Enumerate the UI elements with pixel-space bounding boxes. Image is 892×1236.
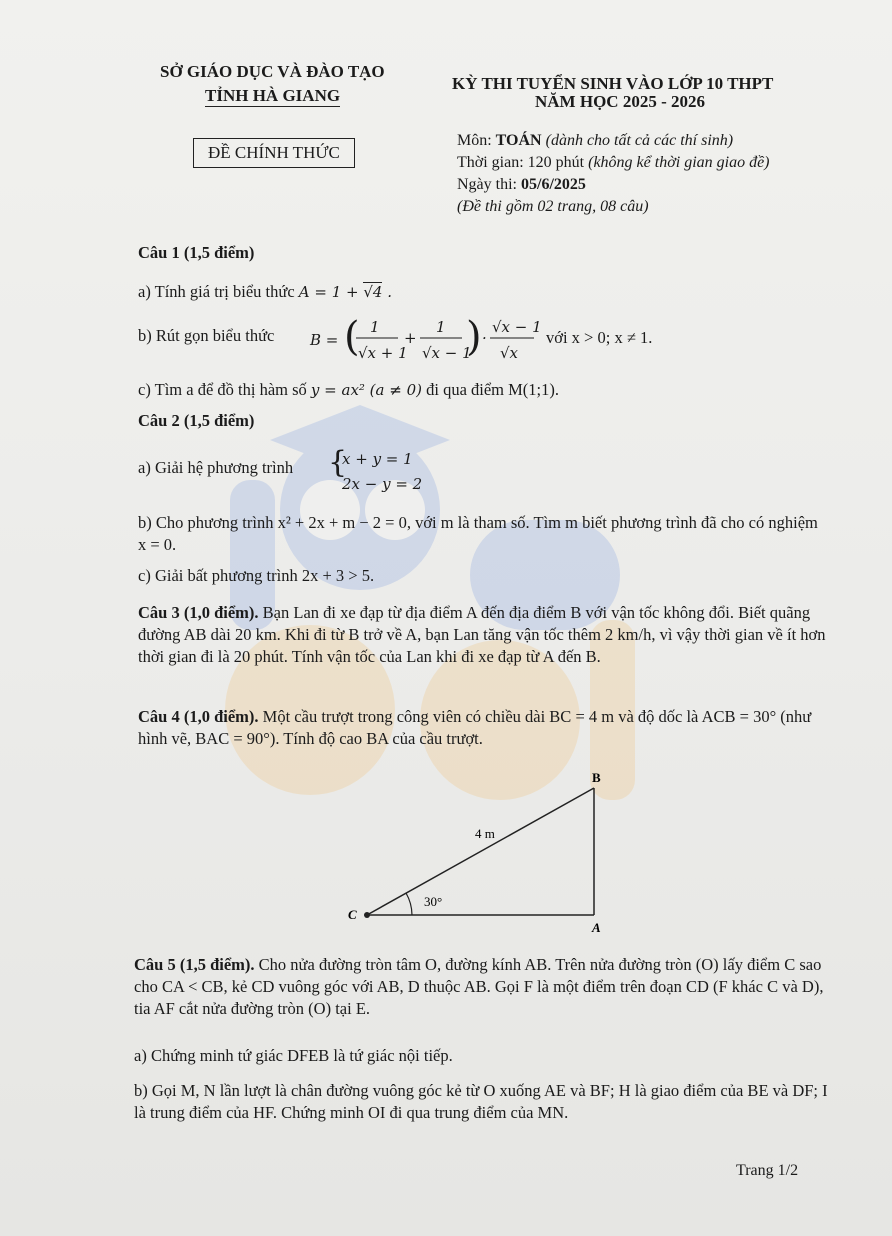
q2a: a) Giải hệ phương trình [138, 458, 294, 477]
official-exam-box: ĐỀ CHÍNH THỨC [193, 138, 355, 168]
province-name: TỈNH HÀ GIANG [205, 86, 341, 105]
q5: Câu 5 (1,5 điểm). Cho nửa đường tròn tâm O, đường kính AB. Trên nửa đường tròn (O) lấy điểm C sao cho CA < CB, kẻ CD vuông góc với AB, D thuộc AB. Gọi F là một điểm trên đoạn CD (F khác C và D), tia AF cắt nửa đường tròn (O) tại E. [134, 955, 824, 1018]
svg-text:1: 1 [370, 318, 380, 336]
q2c: c) Giải bất phương trình 2x + 3 > 5. [138, 566, 375, 585]
q5a: a) Chứng minh tứ giác DFEB là tứ giác nội tiếp. [134, 1046, 453, 1065]
q2-title: Câu 2 (1,5 điểm) [138, 411, 255, 430]
q1a: a) Tính giá trị biểu thức A = 1 + √4 . [138, 282, 393, 301]
q1b: b) Rút gọn biểu thức [138, 326, 275, 345]
system-brace: { [328, 445, 348, 480]
date-line: Ngày thi: 05/6/2025 [457, 176, 586, 193]
q4-figure [340, 768, 620, 936]
label-angle: 30° [424, 894, 443, 909]
label-c: C [348, 907, 357, 922]
time-line: Thời gian: 120 phút (không kể thời gian giao đề) [457, 154, 770, 171]
school-year: NĂM HỌC 2025 - 2026 [535, 92, 705, 111]
point-c [364, 912, 370, 918]
label-a: A [592, 920, 601, 935]
q5b: b) Gọi M, N lần lượt là chân đường vuông góc kẻ từ O xuống AE và BF; H là giao điểm của BE và DF; I là trung điểm của HF. Chứng minh OI đi qua trung điểm của MN. [134, 1081, 828, 1122]
svg-text:): ) [466, 314, 482, 360]
q4: Câu 4 (1,0 điểm). Một cầu trượt trong công viên có chiều dài BC = 4 m và độ dốc là ACB = 30° (như hình vẽ, BAC = 90°). Tính độ cao BA của cầu trượt. [138, 707, 812, 748]
svg-text:√x: √x [500, 344, 519, 362]
pages-note: (Đề thi gồm 02 trang, 08 câu) [457, 198, 649, 215]
dept-name: SỞ GIÁO DỤC VÀ ĐÀO TẠO [160, 62, 385, 81]
q1a-expression: A = 1 + √4 . [298, 283, 393, 301]
svg-text:B =: B = [310, 331, 339, 349]
q2a-eq2: 2x − y = 2 [342, 475, 423, 493]
q1-title: Câu 1 (1,5 điểm) [138, 243, 255, 262]
q3: Câu 3 (1,0 điểm). Bạn Lan đi xe đạp từ địa điểm A đến địa điểm B với vận tốc không đổi. Biết quãng đường AB dài 20 km. Khi đi từ B trở về A, bạn Lan tăng vận tốc thêm 2 km/h, vì vậy thời gian về ít hơn thời gian đi là 20 phút. Tính vận tốc của Lan khi đi xe đạp từ A đến B. [138, 603, 826, 666]
svg-text:√x − 1: √x − 1 [492, 318, 542, 336]
q1c: c) Tìm a để đồ thị hàm số y = ax² (a ≠ 0) đi qua điểm M(1;1). [138, 380, 560, 399]
svg-text:√x − 1: √x − 1 [422, 344, 472, 362]
q2b: b) Cho phương trình x² + 2x + m − 2 = 0, với m là tham số. Tìm m biết phương trình đã cho có nghiệm x = 0. [138, 513, 818, 554]
label-b: B [592, 770, 601, 785]
q2a-eq1: x + y = 1 [342, 450, 413, 468]
angle-arc [406, 893, 412, 915]
svg-text:+: + [404, 329, 417, 347]
subject-line: Môn: TOÁN (dành cho tất cả các thí sinh) [457, 132, 734, 149]
svg-text:1: 1 [436, 318, 446, 336]
svg-text:với x > 0; x ≠ 1.: với x > 0; x ≠ 1. [546, 328, 653, 347]
svg-text:√x + 1: √x + 1 [358, 344, 408, 362]
page-number: Trang 1/2 [736, 1162, 799, 1179]
q1b-expression [308, 312, 668, 370]
svg-text:·: · [482, 329, 487, 347]
segment-bc [367, 788, 594, 915]
svg-text:(: ( [344, 314, 360, 360]
label-length: 4 m [475, 826, 495, 841]
exam-title: KỲ THI TUYỂN SINH VÀO LỚP 10 THPT [452, 74, 774, 93]
